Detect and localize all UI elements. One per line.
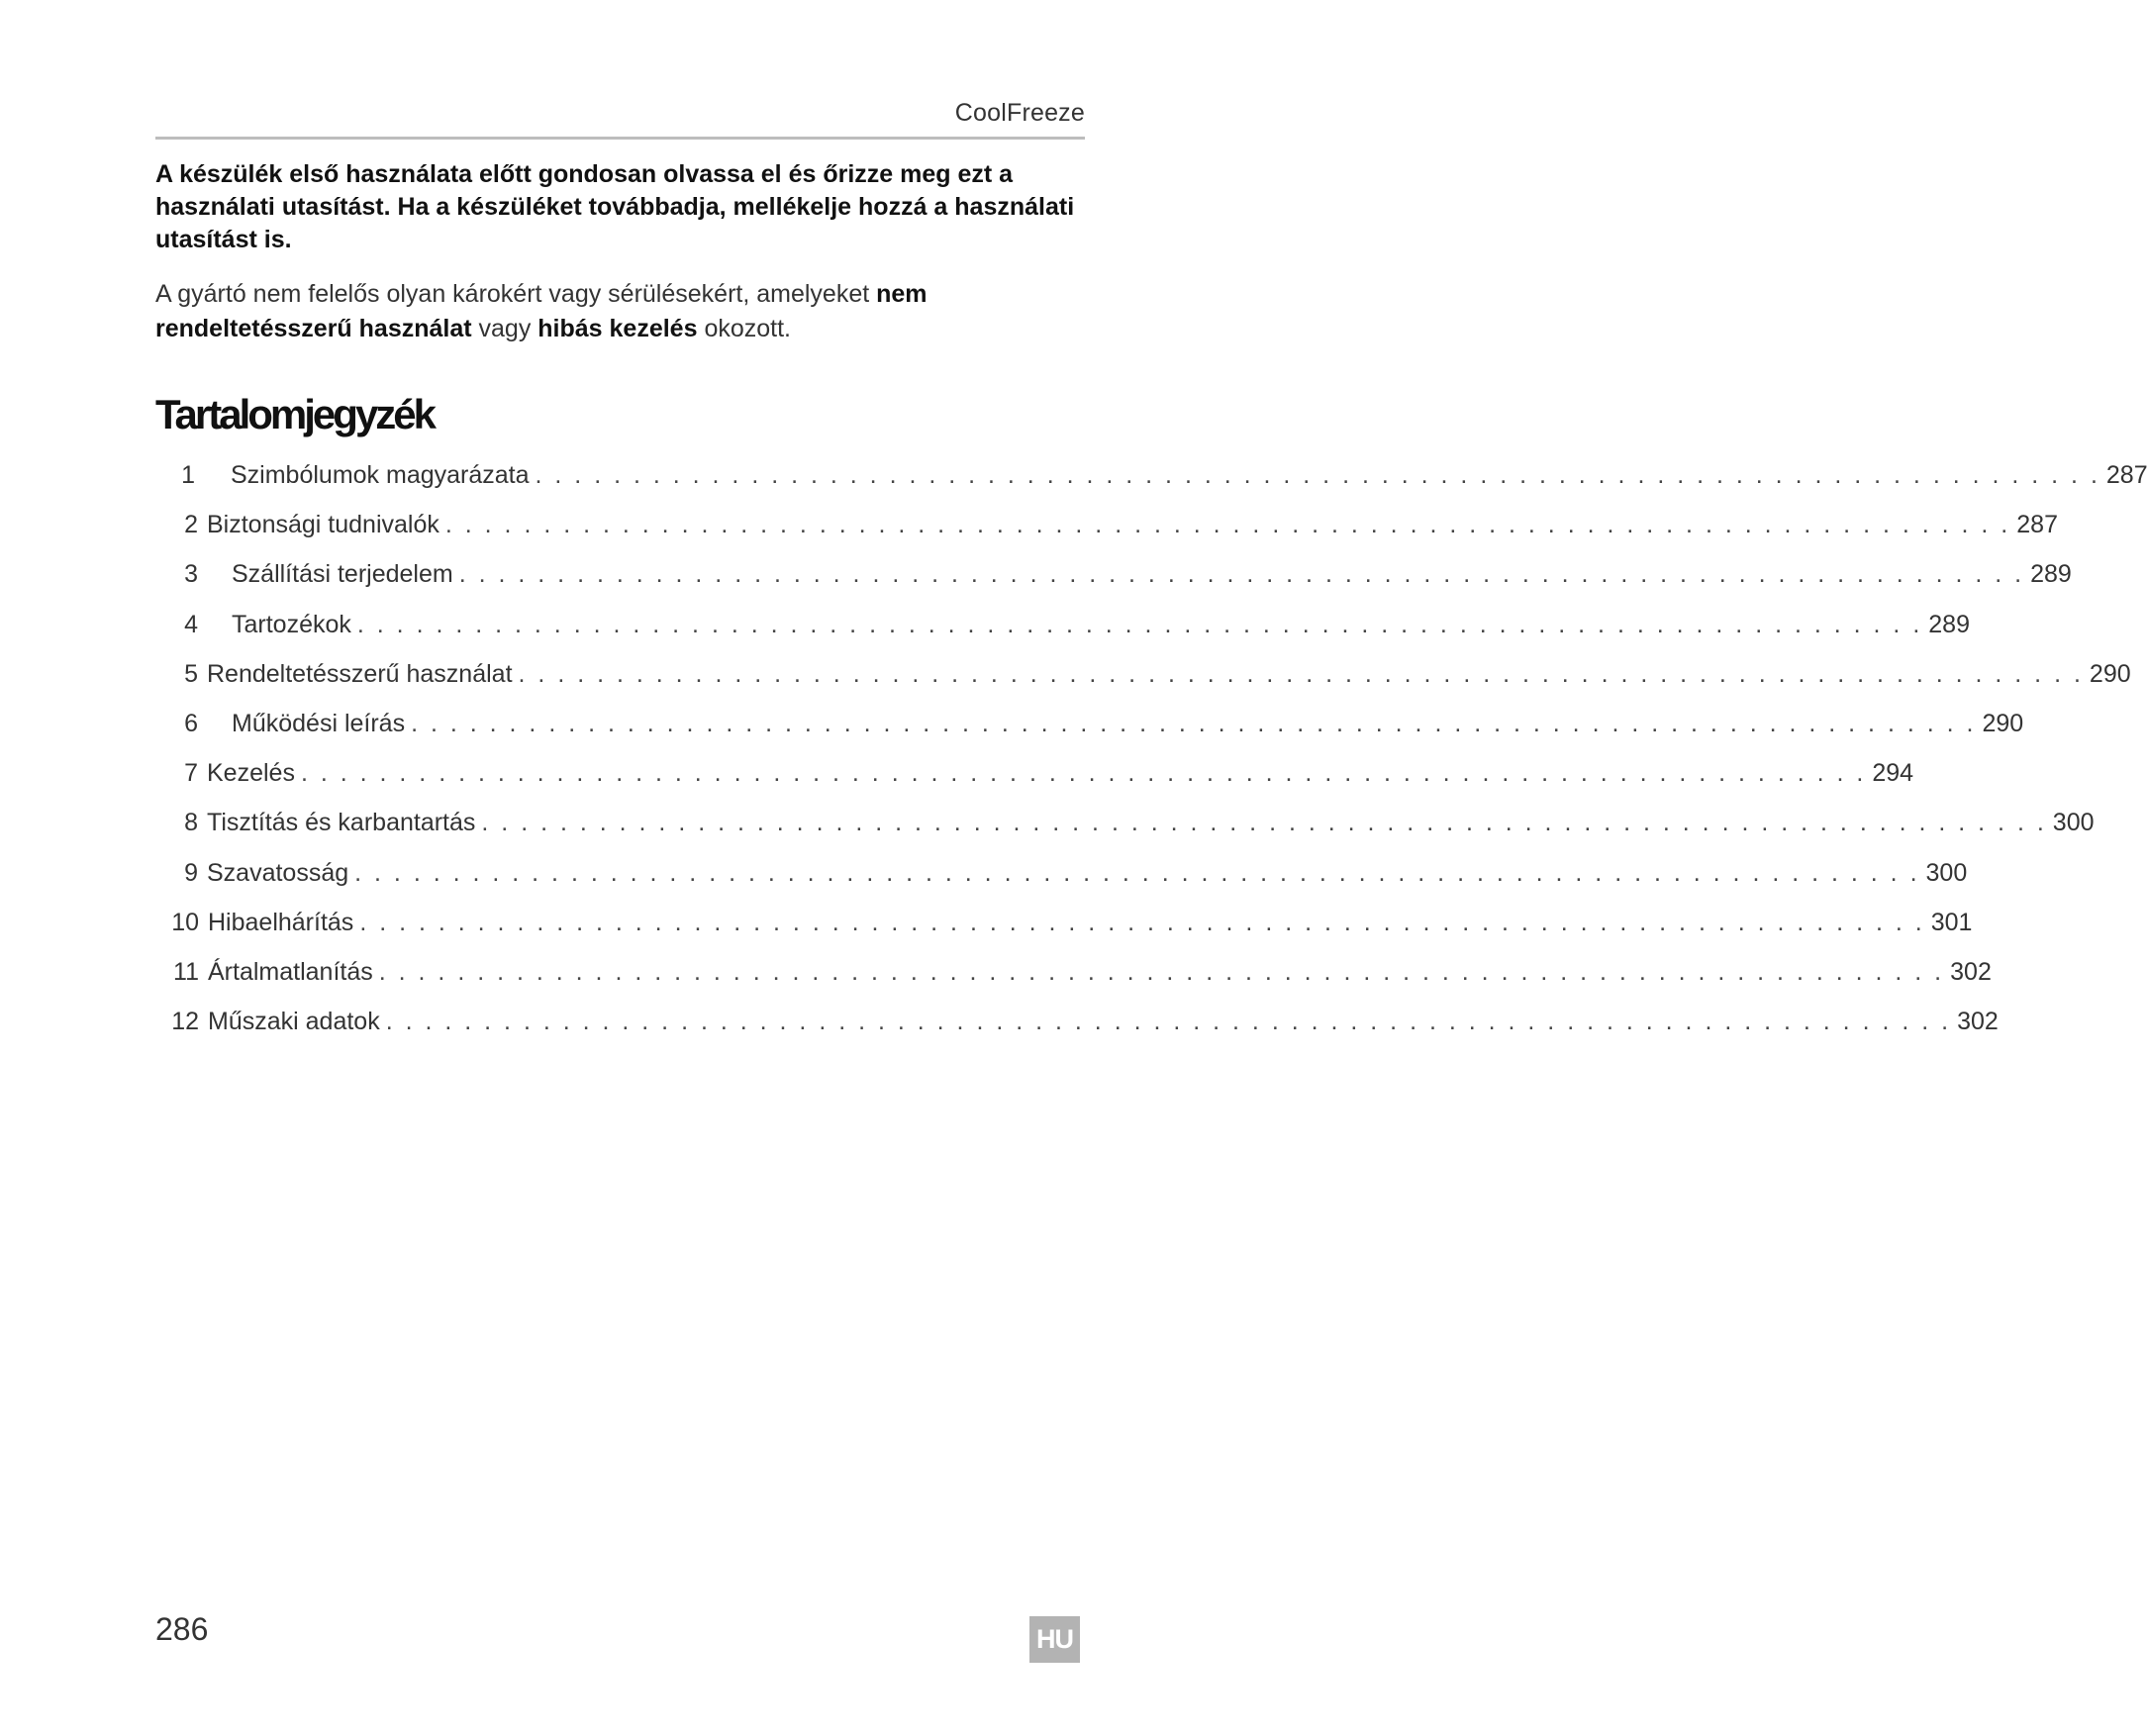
toc-entry[interactable] — [165, 1005, 1999, 1038]
toc-entry-page: 302 — [1950, 958, 1992, 986]
toc-entry-label: Kezelés — [207, 759, 295, 788]
toc-entry-page: 294 — [1872, 759, 1914, 788]
toc-entry[interactable] — [178, 557, 2072, 591]
toc-entry-page: 289 — [2030, 560, 2072, 589]
disclaimer-emphasis: nem rendeltetésszerű használat — [155, 280, 928, 342]
toc-entry-page: 287 — [2016, 511, 2058, 539]
toc-entry-page: 290 — [2089, 659, 2131, 688]
toc-leader-dots: . . . . . . . . . . . . . . . . . . . . . . . . . . . . . . . . . . . . . . . . . . . . . . . . . . . . . . . . . . . . . . . . . . . . . . . . . . . . . . . . — [354, 858, 1920, 887]
toc-entry-page: 302 — [1957, 1008, 1999, 1036]
toc-entry-number: 12 — [171, 1008, 199, 1036]
toc-entry[interactable] — [165, 906, 1973, 939]
toc-entry-page: 290 — [1982, 710, 2024, 737]
toc-leader-dots: . . . . . . . . . . . . . . . . . . . . . . . . . . . . . . . . . . . . . . . . . . . . . . . . . . . . . . . . . . . . . . . . . . . . . . . . . . . . . . . . — [535, 461, 2100, 489]
toc-leader-dots: . . . . . . . . . . . . . . . . . . . . . . . . . . . . . . . . . . . . . . . . . . . . . . . . . . . . . . . . . . . . . . . . . . . . . . . . . . . . . . . . — [411, 710, 1977, 737]
toc-leader-dots: . . . . . . . . . . . . . . . . . . . . . . . . . . . . . . . . . . . . . . . . . . . . . . . . . . . . . . . . . . . . . . . . . . . . . . . . . . . . . . . . — [458, 560, 2025, 589]
toc-entry[interactable] — [178, 608, 1970, 641]
toc-title: Tartalomjegyzék — [155, 391, 435, 437]
toc-entry[interactable] — [165, 955, 1992, 989]
toc-leader-dots: . . . . . . . . . . . . . . . . . . . . . . . . . . . . . . . . . . . . . . . . . . . . . . . . . . . . . . . . . . . . . . . . . . . . . . . . . . . . . . . . — [300, 759, 1867, 788]
liability-disclaimer — [155, 277, 1086, 346]
toc-leader-dots: . . . . . . . . . . . . . . . . . . . . . . . . . . . . . . . . . . . . . . . . . . . . . . . . . . . . . . . . . . . . . . . . . . . . . . . . . . . . . . . . — [378, 958, 1945, 986]
toc-entry-label: Szimbólumok magyarázata — [231, 461, 530, 489]
toc-entry-label: Műszaki adatok — [208, 1008, 380, 1036]
toc-entry-page: 301 — [1930, 908, 1973, 936]
toc-entry-label: Rendeltetésszerű használat — [207, 659, 513, 688]
toc-entry-label: Ártalmatlanítás — [208, 958, 373, 986]
toc-leader-dots: . . . . . . . . . . . . . . . . . . . . . . . . . . . . . . . . . . . . . . . . . . . . . . . . . . . . . . . . . . . . . . . . . . . . . . . . . . . . . . . . — [359, 908, 1925, 936]
toc-entry-label: Hibaelhárítás — [208, 908, 354, 936]
toc-entry-label: Tisztítás és karbantartás — [207, 809, 476, 837]
page-number: 286 — [155, 1611, 209, 1647]
toc-entry-number: 11 — [173, 958, 199, 986]
toc-entry[interactable] — [178, 806, 2095, 839]
toc-entry-number: 8 — [184, 809, 198, 837]
disclaimer-emphasis: hibás kezelés — [537, 315, 698, 342]
header-brand: CoolFreeze — [954, 99, 1085, 127]
toc-entry[interactable] — [178, 856, 1968, 890]
toc-leader-dots: . . . . . . . . . . . . . . . . . . . . . . . . . . . . . . . . . . . . . . . . . . . . . . . . . . . . . . . . . . . . . . . . . . . . . . . . . . . . . . . . — [356, 610, 1923, 638]
toc-entry[interactable] — [178, 756, 1914, 790]
toc-entry-label: Működési leírás — [232, 710, 406, 737]
toc-entry-label: Szavatosság — [207, 858, 349, 887]
toc-entry[interactable] — [178, 508, 2058, 541]
toc-entry-number: 7 — [184, 759, 198, 788]
toc-leader-dots: . . . . . . . . . . . . . . . . . . . . . . . . . . . . . . . . . . . . . . . . . . . . . . . . . . . . . . . . . . . . . . . . . . . . . . . . . . . . . . . . — [518, 659, 2084, 688]
toc-entry[interactable] — [178, 707, 2024, 740]
toc-entry-number: 2 — [184, 511, 198, 539]
safety-warning: A készülék első használata előtt gondosan olvassa el és őrizze meg ezt a használati utasítást. Ha a készüléket továbbadja, mellékelje hozzá a használati utasítást is. — [155, 160, 1075, 253]
toc-leader-dots: . . . . . . . . . . . . . . . . . . . . . . . . . . . . . . . . . . . . . . . . . . . . . . . . . . . . . . . . . . . . . . . . . . . . . . . . . . . . . . . . — [481, 809, 2047, 837]
toc-leader-dots: . . . . . . . . . . . . . . . . . . . . . . . . . . . . . . . . . . . . . . . . . . . . . . . . . . . . . . . . . . . . . . . . . . . . . . . . . . . . . . . . — [385, 1008, 1952, 1036]
header-divider — [155, 137, 1085, 140]
toc-entry-number: 10 — [171, 908, 199, 936]
toc-entry-page: 300 — [2052, 809, 2095, 837]
toc-entry-number: 3 — [184, 560, 198, 589]
toc-entry-label: Szállítási terjedelem — [232, 560, 453, 589]
toc-entry[interactable] — [178, 657, 2131, 691]
toc-entry-page: 289 — [1928, 610, 1970, 638]
toc-entry-number: 5 — [184, 659, 198, 688]
toc-entry-number: 6 — [184, 710, 198, 737]
toc-entry-label: Tartozékok — [232, 610, 351, 638]
disclaimer-text: vagy — [471, 315, 538, 342]
disclaimer-text: okozott. — [697, 315, 791, 342]
toc-entry-page: 300 — [1925, 858, 1968, 887]
toc-entry[interactable] — [173, 458, 2148, 492]
disclaimer-text: A gyártó nem felelős olyan károkért vagy sérülésekért, amelyeket — [155, 280, 877, 308]
toc-entry-number: 1 — [181, 461, 195, 489]
toc-entry-page: 287 — [2105, 461, 2148, 489]
toc-entry-number: 9 — [184, 858, 198, 887]
language-badge: HU — [1029, 1616, 1080, 1663]
toc-leader-dots: . . . . . . . . . . . . . . . . . . . . . . . . . . . . . . . . . . . . . . . . . . . . . . . . . . . . . . . . . . . . . . . . . . . . . . . . . . . . . . . . — [444, 511, 2011, 539]
toc-entry-number: 4 — [184, 610, 198, 638]
toc-entry-label: Biztonsági tudnivalók — [207, 511, 439, 539]
